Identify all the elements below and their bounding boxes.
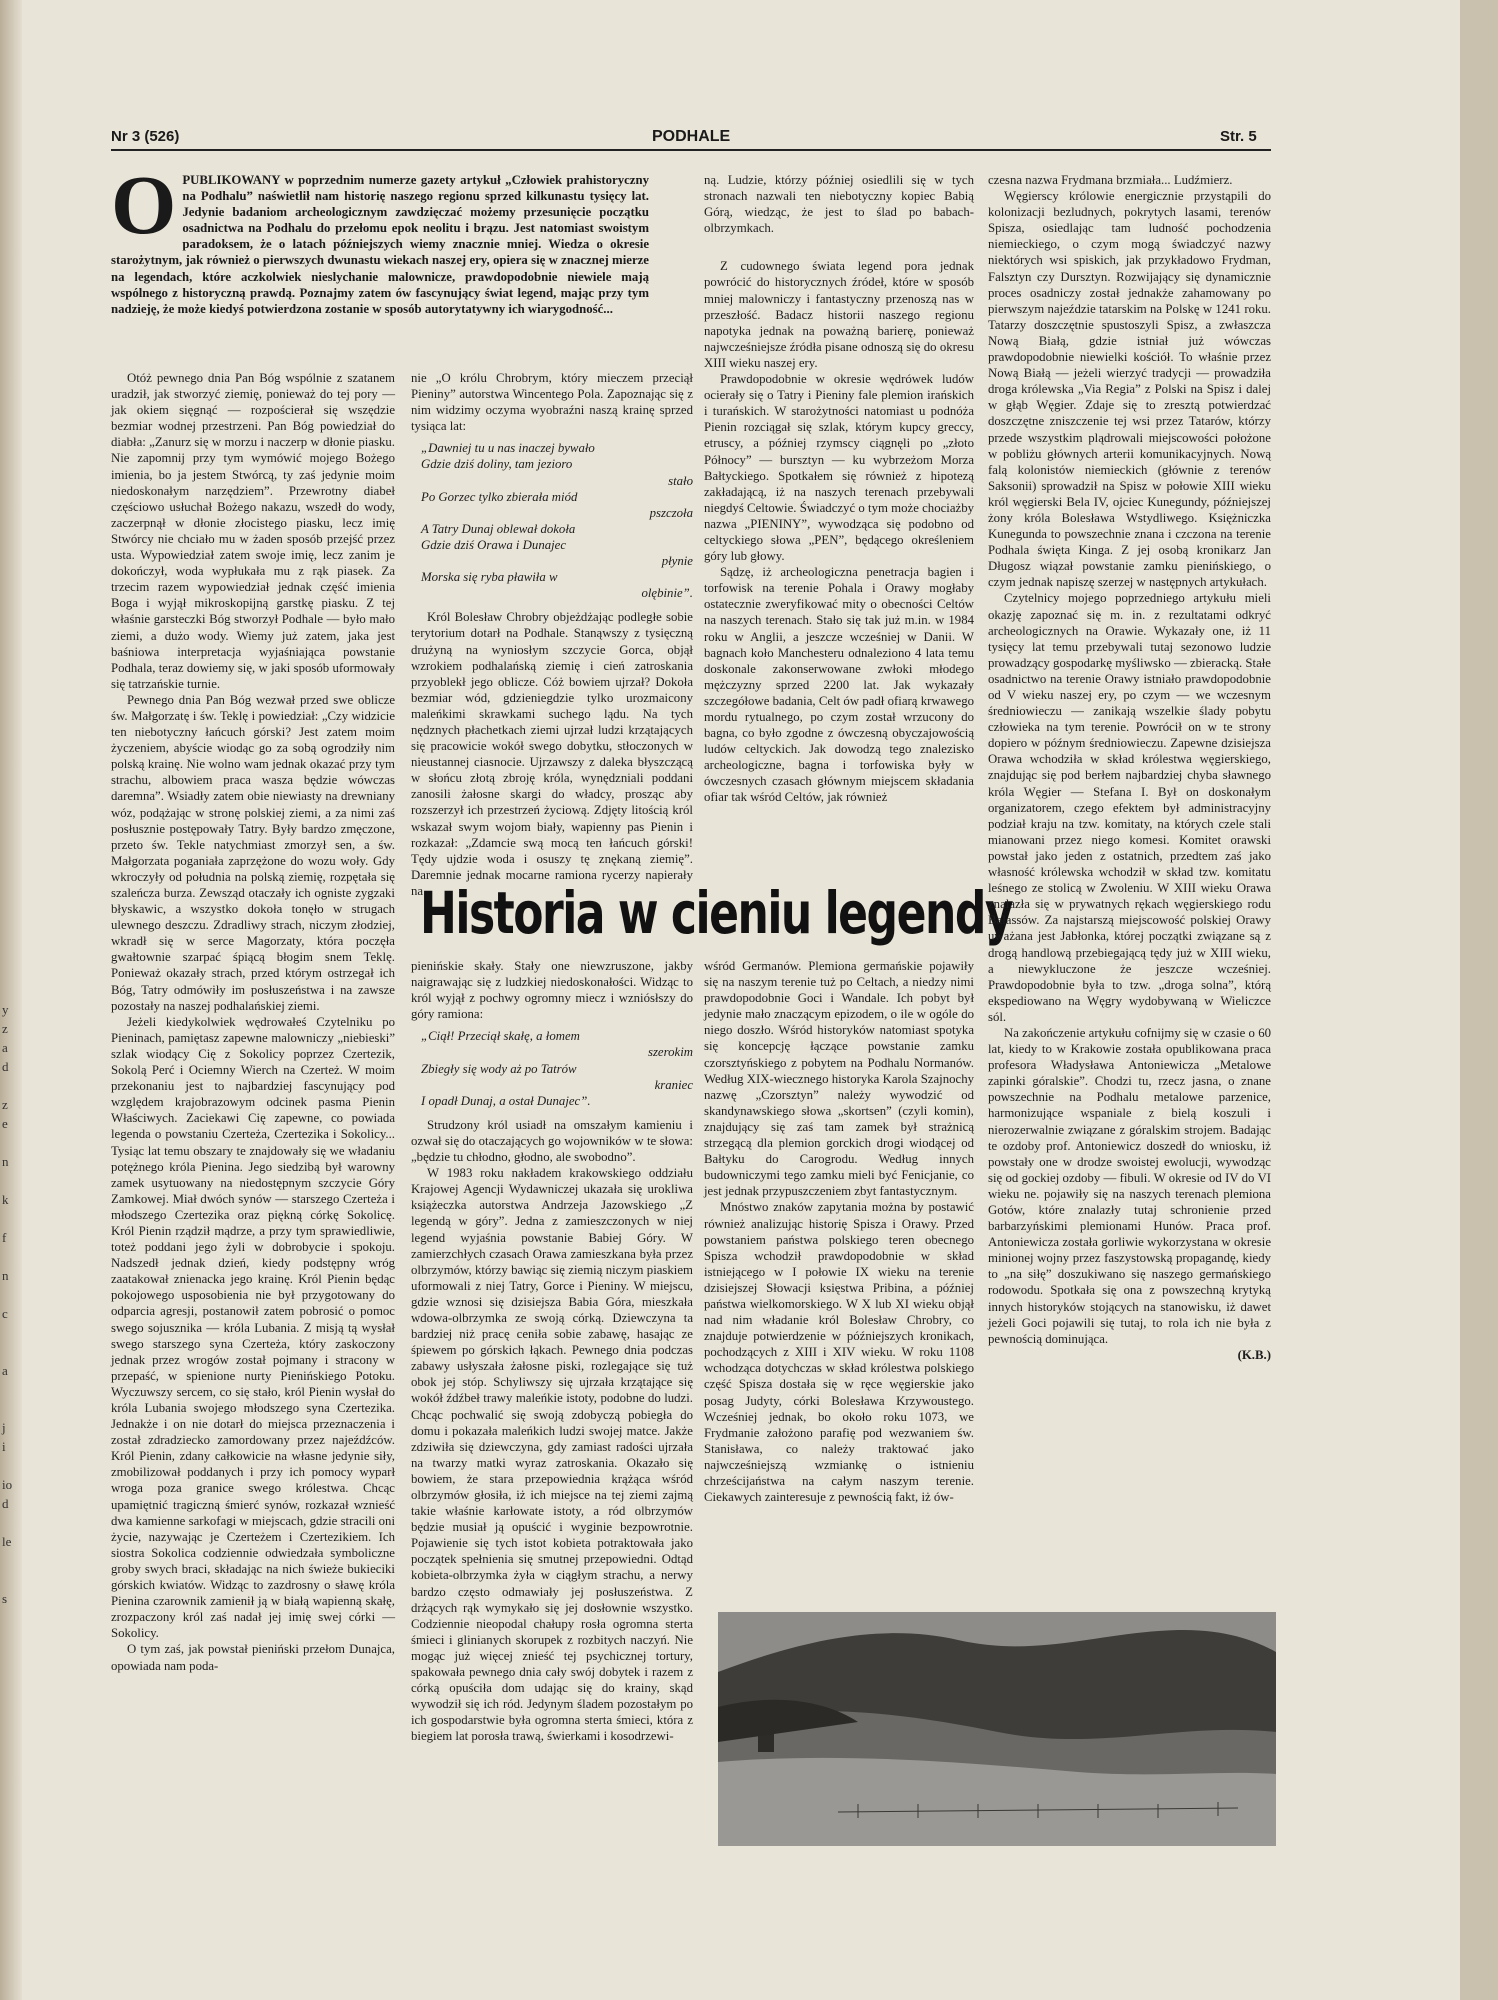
paragraph: pienińskie skały. Stały one niewzruszone, jakby naigrawając się z ludzkiej niedoskonałości. Widząc to król wyjął z pochwy ogromny miecz i wzniósłszy do góry ramiona: xyxy=(411,959,693,1022)
paragraph: Mnóstwo znaków zapytania można by postawić również analizując historię Spisza i Orawy. Przed powstaniem państwa polskiego teren obecnego Spisza wchodził prawdopodobnie w skład istniejącego w I połowie IX wieku na terenie dzisiejszej Słowacji księstwa Pribina, a później państwa wielkomorskiego. W X lub XI wieku objął nad nim władanie król Bolesław Chrobry, co znajduje potwierdzenie w późniejszych kronikach, pochodzących z XIII i XIV wieku. W roku 1108 wchodząca dotychczas w skład królestwa polskiego część Spisza dostała się w ręce węgierskie jako posag Judyty, córki Bolesława Krzywoustego. Wcześniej jednak, bo około roku 1073, we Frydmanie założono parafię pod wezwaniem św. Stanisława, co należy traktować jako najwcześniejszą wzmiankę o istnieniu chrześcijaństwa na całym naszym terenie. Ciekawych zainteresuje z pewnością fakt, iż ów- xyxy=(704,1200,974,1505)
paragraph: wśród Germanów. Plemiona germańskie pojawiły się na naszym terenie tuż po Celtach, a niedzy nimi prawdopodobnie Goci i Wandale. Ich pobyt był jedynie mało znaczącym epizodem, o ile w ogóle do niego doszło. Wśród historyków natomiast spotyka się koncepcję łączące powstanie zamku czorsztyńskiego z pobytem na Podhalu Normanów. Według XIX-wiecznego historyka Karola Szajnochy nazwę „Czorsztyn” należy wywodzić od skandynawskiego słowa „skortsen” (czyli komin), znajdujący się zaś tam zamek był strażnicą strzegącą dla plemion gorckich drogi wiodącej od Bałtyku do Carogrodu. Według innych budowniczymi tego zamku mieli być Fenicjanie, co jest jednak przypuszczeniem zbyt fantastycznym. xyxy=(704,959,974,1199)
column-4 xyxy=(988,172,1271,1363)
poem-line: Po Gorzec tylko zbierała miód xyxy=(421,489,578,504)
paragraph: Jeżeli kiedykolwiek wędrowałeś Czytelniku po Pieninach, pamiętasz zapewne malowniczy „niebieski” szlak wiodący Cię z Sokolicy poprzez Czertezik, Sokolą Perć i Ociemny Wierch na Czerteż. W moim przekonaniu jest to najbardziej fascynujący pod względem krajobrazowym odcinek pasma Pienin Właściwych. Zaciekawi Cię zapewne, co powiada legenda o powstaniu Czerteża, Czertezika i Sokolicy... Tysiąc lat temu obszary te znajdowały się we władaniu potężnego króla Pienina. Jego siedzibą był warowny zamek usytuowany na niedostępnym szczycie Góry Zamkowej. Miał dwóch synów — starszego Czerteża i młodszego Czertezika oraz piękną córkę Sokolicę. Król Pienin rządził mądrze, a przy tym sprawiedliwie, toteż poddani jego żyli w dobrobycie i spokoju. Nadszedł jednak dzień, kiedy podstępny wróg zaatakował znienacka jego krainę. Król Pienin będąc pokojowego usposobienia nie był przygotowany do odparcia agresji, postanowił zatem pobrosić o pomoc swego sojusznika — króla Lubania. Z misją tą wysłał swego starszego syna Czerteża, który zaskoczony jednak przez wrogów został pojmany i stracony w przepaść, w spienione nurty Pienińskiego Potoku. Wyczuwszy sercem, co się stało, król Pienin wysłał do króla Lubania swojego młodszego syna Czertezika. Jednakże i on nie dotarł do miejsca przeznaczenia i został zdradziecko zamordowany przez najeźdźców. Król Pienin, zdany całkowicie na własne jedynie siły, zmobilizował poddanych i przy ich pomocy wyparł wroga poza granice swego królestwa. Chcąc upamiętnić tragiczną śmierć synów, rozkazał wznieść dwa kamienne sarkofagi w miejscach, gdzie stracili oni życie, nazywając je Czerteżem i Czertezikiem. Ich siostra Sokolica codziennie odwiedzała symboliczne groby swych braci, składając na nich świeże bukieciki górskich kwiatów. Widząc to zazdrosny o sławę króla Pienina czarownik zamienił ją w białą wapienną skałę, zrozpaczony król zaś nadał jej imię swej córki — Sokolicy. xyxy=(111,1014,395,1641)
poem-line: pszczoła xyxy=(649,505,693,520)
paragraph: nie „O królu Chrobrym, który mieczem przeciął Pieniny” autorstwa Wincentego Pola. Zapoznając się z nim widzimy oczyma wyobraźni naszą krainę sprzed tysiąca lat: xyxy=(411,371,693,434)
paragraph: Strudzony król usiadł na omszałym kamieniu i ozwał się do otaczających go wojowników w te słowa: „będzie tu chłodno, głodno, ale swobodno”. xyxy=(411,1117,693,1165)
landscape-photo xyxy=(718,1612,1276,1846)
paragraph: Otóż pewnego dnia Pan Bóg wspólnie z szatanem uradził, jak stworzyć ziemię, ponieważ do tej pory — jak okiem sięgnąć — rozpościerał się wszędzie bezmiar wodnej przestrzeni. Pan Bóg powiedział do diabła: „Zanurz się w morzu i naczerp w dłonie piasku. Nie zapomnij przy tym wymówić mojego Bożego imienia, bo ja jestem Stwórcą, ty zaś jedynie moim niedoskonałym narzędziem”. Przewrotny diabeł częściowo usłuchał Bożego nakazu, wszedł do wody, zaczerpnął w dłonie złocistego piasku, lecz imię Stwórcy nie chciało mu w żaden sposób przejść przez usta. Wypowiedział zatem swoje imię, lecz zanim je dokończył, woda wypłukała mu z rąk piasek. Za trzecim razem wypowiedział jednak część imienia Boga i wyjął mikroskopijną garstkę piasku. Z tej właśnie garsteczki Bóg stworzył Podhale — było mało ziemi, a dużo wody. Wiemy już zatem, jaka jest baśniowa interpretacja wyjaśniająca powstanie Podhala, teraz dowiemy się, w jaki sposób uformowały się tatrzańskie turnie. xyxy=(111,371,395,691)
paragraph: Czytelnicy mojego poprzedniego artykułu mieli okazję zapoznać się m. in. z rezultatami odkryć archeologicznych na Orawie. Wykazały one, iż 11 tysięcy lat temu przebywali tutaj sezonowo ludzie prowadzący gospodarkę myśliwsko — zbieracką. Stałe osadnictwo na terenie Orawy istniało prawdopodobnie od V wieku naszej ery, po czym — we wczesnym średniowieczu — zanikają wszelkie ślady pobytu człowieka na tym terenie. Powrócił on w te strony dopiero w późnym średniowieczu. Zapewne dzisiejsza Orawa wchodziła w skład królestwa węgierskiego, znajdując się pod berłem najbardziej chyba sławnego króla Węgier — Stefana I. Był on doskonałym organizatorem, czego efektem był administracyjny podział kraju na tzw. komitaty, na których czele stali mianowani przez niego komesi. Komitet orawski powstał jako jeden z ostatnich, przedtem zaś jako własność królewska wchodził w skład tzw. komitatu leśnego ze stolicą w Zwoleniu. W XIII wieku Orawa znalazła się w prywatnych rękach węgierskiego rodu Balassów. Za najstarszą miejscowość polskiej Orawy uważana jest Jabłonka, której początki związane są z drogą handlową przebiegającą tędy już w XIII wieku, a niewykluczone że jeszcze wcześniej. Prawdopodobnie była to tzw. „droga solna”, którą ekspediowano na Węgry wydobywaną w Wieliczce sól. xyxy=(988,591,1271,1024)
article-lead xyxy=(111,159,649,317)
column-3-bottom xyxy=(704,958,974,1505)
paragraph: czesna nazwa Frydmana brzmiała... Ludźmierz. xyxy=(988,173,1233,187)
page-number: Str. 5 xyxy=(1220,128,1257,145)
paragraph: Z cudownego świata legend pora jednak powrócić do historycznych źródeł, które w sposób mniej malowniczy i fantastyczny przenoszą nas w przeszłość. Badacz historii naszego regionu napotyka jednak na poważną barierę, ponieważ najwcześniejsze źródła pisane odnoszą się do okresu XIII wieku naszej ery. xyxy=(704,259,974,370)
poem-line: „Ciął! Przeciął skałę, a łomem xyxy=(421,1029,580,1044)
poem-line: Gdzie dziś doliny, tam jezioro xyxy=(421,457,573,472)
paragraph: Na zakończenie artykułu cofnijmy się w czasie o 60 lat, kiedy to w Krakowie została opublikowana praca profesora Władysława Antoniewicza „Metalowe zapinki góralskie”. Chodzi tu, rzecz jasna, o znane powszechnie na Podhalu metalowe parzenice, harmonizujące wspaniale z bielą koszuli i nierozerwalnie związane z góralskim strojem. Badając te ozdoby prof. Antoniewicz doszedł do wniosku, iż powstały one w drodze swoistej ewolucji, wywodząc się od gockiej ozdoby — fibuli. W okresie od IV do VI wieku ne. pojawiły się na naszych terenach plemiona Gotów, które znalazły tutaj schronienie przed barbarzyńskimi plemionami Hunów. Praca prof. Antoniewicza została gorliwie wykorzystana w okresie minionej wojny przez faszystowską propagandę, kiedy to „na siłę” doszukiwano się naszego germańskiego rodowodu. Spotkała się ona z powszechną krytyką innych historyków stojących na stanowisku, iż dawet jeżeli Goci pojawili się tutaj, to rola ich nie była z pewnością dominująca. xyxy=(988,1025,1271,1346)
column-2-top xyxy=(411,370,693,899)
landscape-photo-illustration xyxy=(718,1612,1276,1846)
adjacent-page-fragment: y z a d z e n k f n c a j i io d le s xyxy=(2,1002,13,1606)
paragraph: Pewnego dnia Pan Bóg wezwał przed swe oblicze św. Małgorzatę i św. Teklę i powiedział: „Czy widzicie ten niebotyczny łańcuch górski? Jest zatem moim życzeniem, abyście wiodąc go za sobą ogrodziły nim polską krainę. Nie wolno wam jednak okazać przy tym strachu, albowiem praca wasza będzie wówczas daremna”. Wsiadły zatem obie niewiasty na drewniany wóz, podążając w stronę polskiej ziemi, a za nimi zaś posłusznie postępowały Tatry. Były bardzo zmęczone, przeto św. Tekle natychmiast zmorzył sen, a św. Małgorzata poganiała zaprzężone do wozu woły. Gdy wkroczyły od południa na polską ziemię, rozpętała się szaleńcza burza. Zewsząd otaczały ich ogniste zygzaki błyskawic, a wszystko dokoła tonęło w strugach ulewnego deszczu. Zdradliwy strach, niczym złodziej, wkradł się w serce Magorzaty, która poczęła gwałtownie szarpać śpiącą błogim snem Teklę. Ponieważ okazały strach, przed którym ostrzegał ich Bóg, Tatry odmówiły im posłuszeństwa i na zawsze pozostały na naszej podhalańskiej ziemi. xyxy=(111,692,395,1013)
paragraph: Prawdopodobnie w okresie wędrówek ludów ocierały się o Tatry i Pieniny fale plemion irańskich i turańskich. W starożytności natomiast u podnóża Pienin rozciągał się szlak, którym kupcy greccy, etruscy, a później rzymscy ciągnęli po „złoto Północy” — bursztyn — ku wybrzeżom Morza Bałtyckiego. Spotkałem się również z hipotezą zakładającą, iż na naszych terenach przebywali niegdyś Celtowie. Świadczyć o tym może chociażby nazwa „PIENINY”, wywodząca się podobno od celtyckiego słowa „PEN”, będącego określeniem góry lub głowy. xyxy=(704,372,974,564)
paragraph: O tym zaś, jak powstał pieniński przełom Dunajca, opowiada nam poda- xyxy=(111,1642,395,1673)
poem-line: płynie xyxy=(661,554,693,569)
column-2-bottom xyxy=(411,958,693,1745)
article-headline: Historia w cieniu legendy xyxy=(420,879,1013,947)
paragraph: Sądzę, iż archeologiczna penetracja bagien i torfowisk na terenie Pohala i Orawy mogłaby ostatecznie zweryfikować mity o obecności Celtów na naszych terenach. Stało się tak już m.in. w 1984 roku w Anglii, a jeszcze wcześniej w Danii. W bagnach koło Manchesteru odnaleziono 4 lata temu doskonale zakonserwowane zwłoki młodego mężczyzny sprzed 2200 lat. Jak wykazały szczegółowe badania, Celt ów padł ofiarą krwawego mordu rytualnego, po czym został wrzucony do bagna, co było zgodne z ówczesną obyczajowością ludów celtyckich. Jak dowodzą tego znalezisko archeologiczne, bagna i torfowiska były w ówczesnych czasach głównym miejscem składania ofiar tak wśród Celtów, jak również xyxy=(704,565,974,805)
poem-line: A Tatry Dunaj oblewał dokoła xyxy=(421,521,576,536)
column-1 xyxy=(111,370,395,1674)
masthead: PODHALE xyxy=(652,128,731,145)
poem-line: stało xyxy=(668,473,693,488)
poem-wincenty-pol xyxy=(421,440,693,601)
poem-line: Morska się ryba pławiła w xyxy=(421,570,558,585)
issue-number: Nr 3 (526) xyxy=(111,128,180,145)
poem-line: Zbiegły się wody aż po Tatrów xyxy=(421,1061,577,1076)
drop-cap: O xyxy=(111,159,177,252)
poem-chrobry xyxy=(421,1028,693,1108)
column-3-top xyxy=(704,172,974,806)
poem-line: „Dawniej tu u nas inaczej bywało xyxy=(421,441,595,456)
paragraph: Król Bolesław Chrobry objeżdżając podległe sobie terytorium dotarł na Podhale. Stanąwszy z tysięczną drużyną na wyniosłym szczycie Gorca, objął wzrokiem podhalańską ziemię i cień zatroskania przyoblekł jego oblicze. Cóż bowiem ujrzał? Dokoła bezmiar wód, gdzieniegdzie tylko urozmaicony maleńkimi skrawkami suchego lądu. Na tych nędznych płachetkach ziemi ujrzał ludzi krzątających się pracowicie wokół swego dobytku, stłoczonych w nieustannej ciasnocie. Ujrzawszy z daleka błyszczącą w słońcu złotą zbroję króla, wynędzniali poddani zanosili żałosne skargi do władcy, prosząc aby rozszerzył ich przestrzeń życiową. Zdjęty litością król wskazał swym wojom biały, wapienny pas Pienin i rozkazał: „Zdamcie swą mocą ten łańcuch górski! Tędy ujdzie woda i osuszy tę znękaną ziemię”. Daremnie jednak mocarne ramiona rycerzy napierały na xyxy=(411,610,693,898)
paragraph: ną. Ludzie, którzy później osiedlili się w tych stronach nazwali ten niebotyczny kopiec Babią Górą, wiedząc, że jest to ślad po babach-olbrzymkach. xyxy=(704,173,974,236)
header-rule xyxy=(111,149,1271,151)
poem-line: szerokim xyxy=(647,1045,693,1060)
poem-line: Gdzie dziś Orawa i Dunajec xyxy=(421,537,567,552)
author-signature: (K.B.) xyxy=(1237,1347,1271,1362)
poem-line: kraniec xyxy=(654,1077,693,1092)
paragraph: W 1983 roku nakładem krakowskiego oddziału Krajowej Agencji Wydawniczej ukazała się urokliwa książeczka autorstwa Andrzeja Jazowskiego „Z legendą w góry”. Jedna z zamieszczonych w niej legend wyjaśnia powstanie Babiej Góry. W zamierzchłych czasach Orawa zamieszkana była przez olbrzymów, którzy bawiąc się ziemią niczym piaskiem uformowali z niej Tatry, Gorce i Pieniny. W miejscu, gdzie wznosi się dzisiejsza Babia Góra, mieszkała wdowa-olbrzymka ze swoją córką. Dziewczyna ta bardziej niż pracę ceniła sobie zabawę, hasając ze śpiewem po górskich łąkach. Pewnego dnia podczas zabawy usłyszała żałosne piski, rozlegające się tuż obok jej stóp. Schyliwszy się ujrzała krzątające się wokół źdźbeł trawy maleńkie istoty, podobne do ludzi. Chcąc pochwalić się swoją zdobyczą pobiegła do domu i pokazała maleńkich ludzi swojej matce. Jakże zdziwiła się dziewczyna, gdy zamiast radości ujrzała na twarzy matki wyraz zatroskania. Okazało się bowiem, że stara przepowiednia krążąca wśród olbrzymów głosiła, iż ich miejsce na tej ziemi zajmą takie właśnie karłowate istoty, a ród olbrzymów będzie musiał ją opuścić i wyginie bezpowrotnie. Pojawienie się tych istot kobieta potraktowała jako początek spełnienia się smutnej przepowiedni. Odtąd kobieta-olbrzymka żyła w ciągłym strachu, a nerwy bardzo często odmawiały jej posłuszeństwa. Z drżących rąk wymykało się jej dosłownie wszystko. Codziennie nieopodal chałupy rosła ogromna sterta śmieci i glinianych skorupek z rozbitych naczyń. Nie mogąc już więcej znieść tej psychicznej tortury, spakowała pewnego dnia cały swój dobytek i razem z córką opuściła dom udając się do krainy, skąd wywodził się ich ród. Jedynym śladem pozostałym po ich gospodarstwie była ogromna sterta śmieci, która z biegiem lat porosła trawą, świerkami i kosodrzewi- xyxy=(411,1166,693,1744)
paragraph: Węgierscy królowie energicznie przystąpili do kolonizacji bezludnych, pokrytych lasami, terenów Spisza, osiedlając tam ludność pochodzenia niemieckiego, o czym mogą świadczyć nazwy niektórych wsi spiskich, jak przykładowo Frydman, Falsztyn czy Dursztyn. Rozwijający się dynamicznie proces osadniczy został jednakże zahamowany po pierwszym najeździe tatarskim na Polskę w 1241 roku. Tatarzy doszczętnie spustoszyli Spisz, a zwłaszcza Nową Białą, gdzie istniał już wówczas prawdopodobnie niewielki kościół. To właśnie przez Nową Białą — jeżeli wierzyć tradycji — prowadziła droga królewska „Via Regia” z Polski na Spisz i dalej w głąb Węgier. Zdaje się to zresztą potwierdzać doszczętne zniszczenie tej wsi przez Tatarów, którzy przede wszystkim plądrowali miejscowości położone w pobliżu głównych arterii komunikacyjnych. Nową falą kolonistów niemieckich (głównie z terenów Saksonii) sprowadził na Spisz w połowie XIII wieku król węgierski Bela IV, ojciec Kunegundy, późniejszej żony króla Bolesława Wstydliwego. Księżniczka Kunegunda to powszechnie znana i czczona na terenie Podhala święta Kinga. Z jej osobą kronikarz Jan Długosz wiązał powstanie zamku pienińskiego, o czym jednak napiszę szerzej w następnych artykułach. xyxy=(988,189,1271,590)
page-edge xyxy=(1460,0,1498,2000)
lead-text: PUBLIKOWANY w poprzednim numerze gazety artykuł „Człowiek prahistoryczny na Podhalu” naświetlił nam historię naszego regionu sprzed kilkunastu tysięcy lat. Jedynie badaniom archeologicznym zawdzięczać możemy przesunięcie początku osadnictwa na Podhalu do przełomu epok neolitu i brązu. Jest natomiast swoistym paradoksem, że o latach późniejszych wiemy znacznie mniej. Wiedza o okresie starożytnym, jak również o pierwszych dwunastu wiekach naszej ery, opiera się w znacznej mierze na legendach, które aczkolwiek nieslychanie malownicze, prawdopodobnie niewiele mają wspólnego z historyczną prawdą. Poznajmy zatem ów fascynujący świat legend, mając przy tym nadzieję, że może kiedyś potwierdzona zostanie w sposób autorytatywny ich wiarygodność... xyxy=(111,173,649,316)
poem-line: I opadł Dunaj, a ostał Dunajec”. xyxy=(421,1093,591,1108)
poem-line: olębinie”. xyxy=(641,586,693,601)
